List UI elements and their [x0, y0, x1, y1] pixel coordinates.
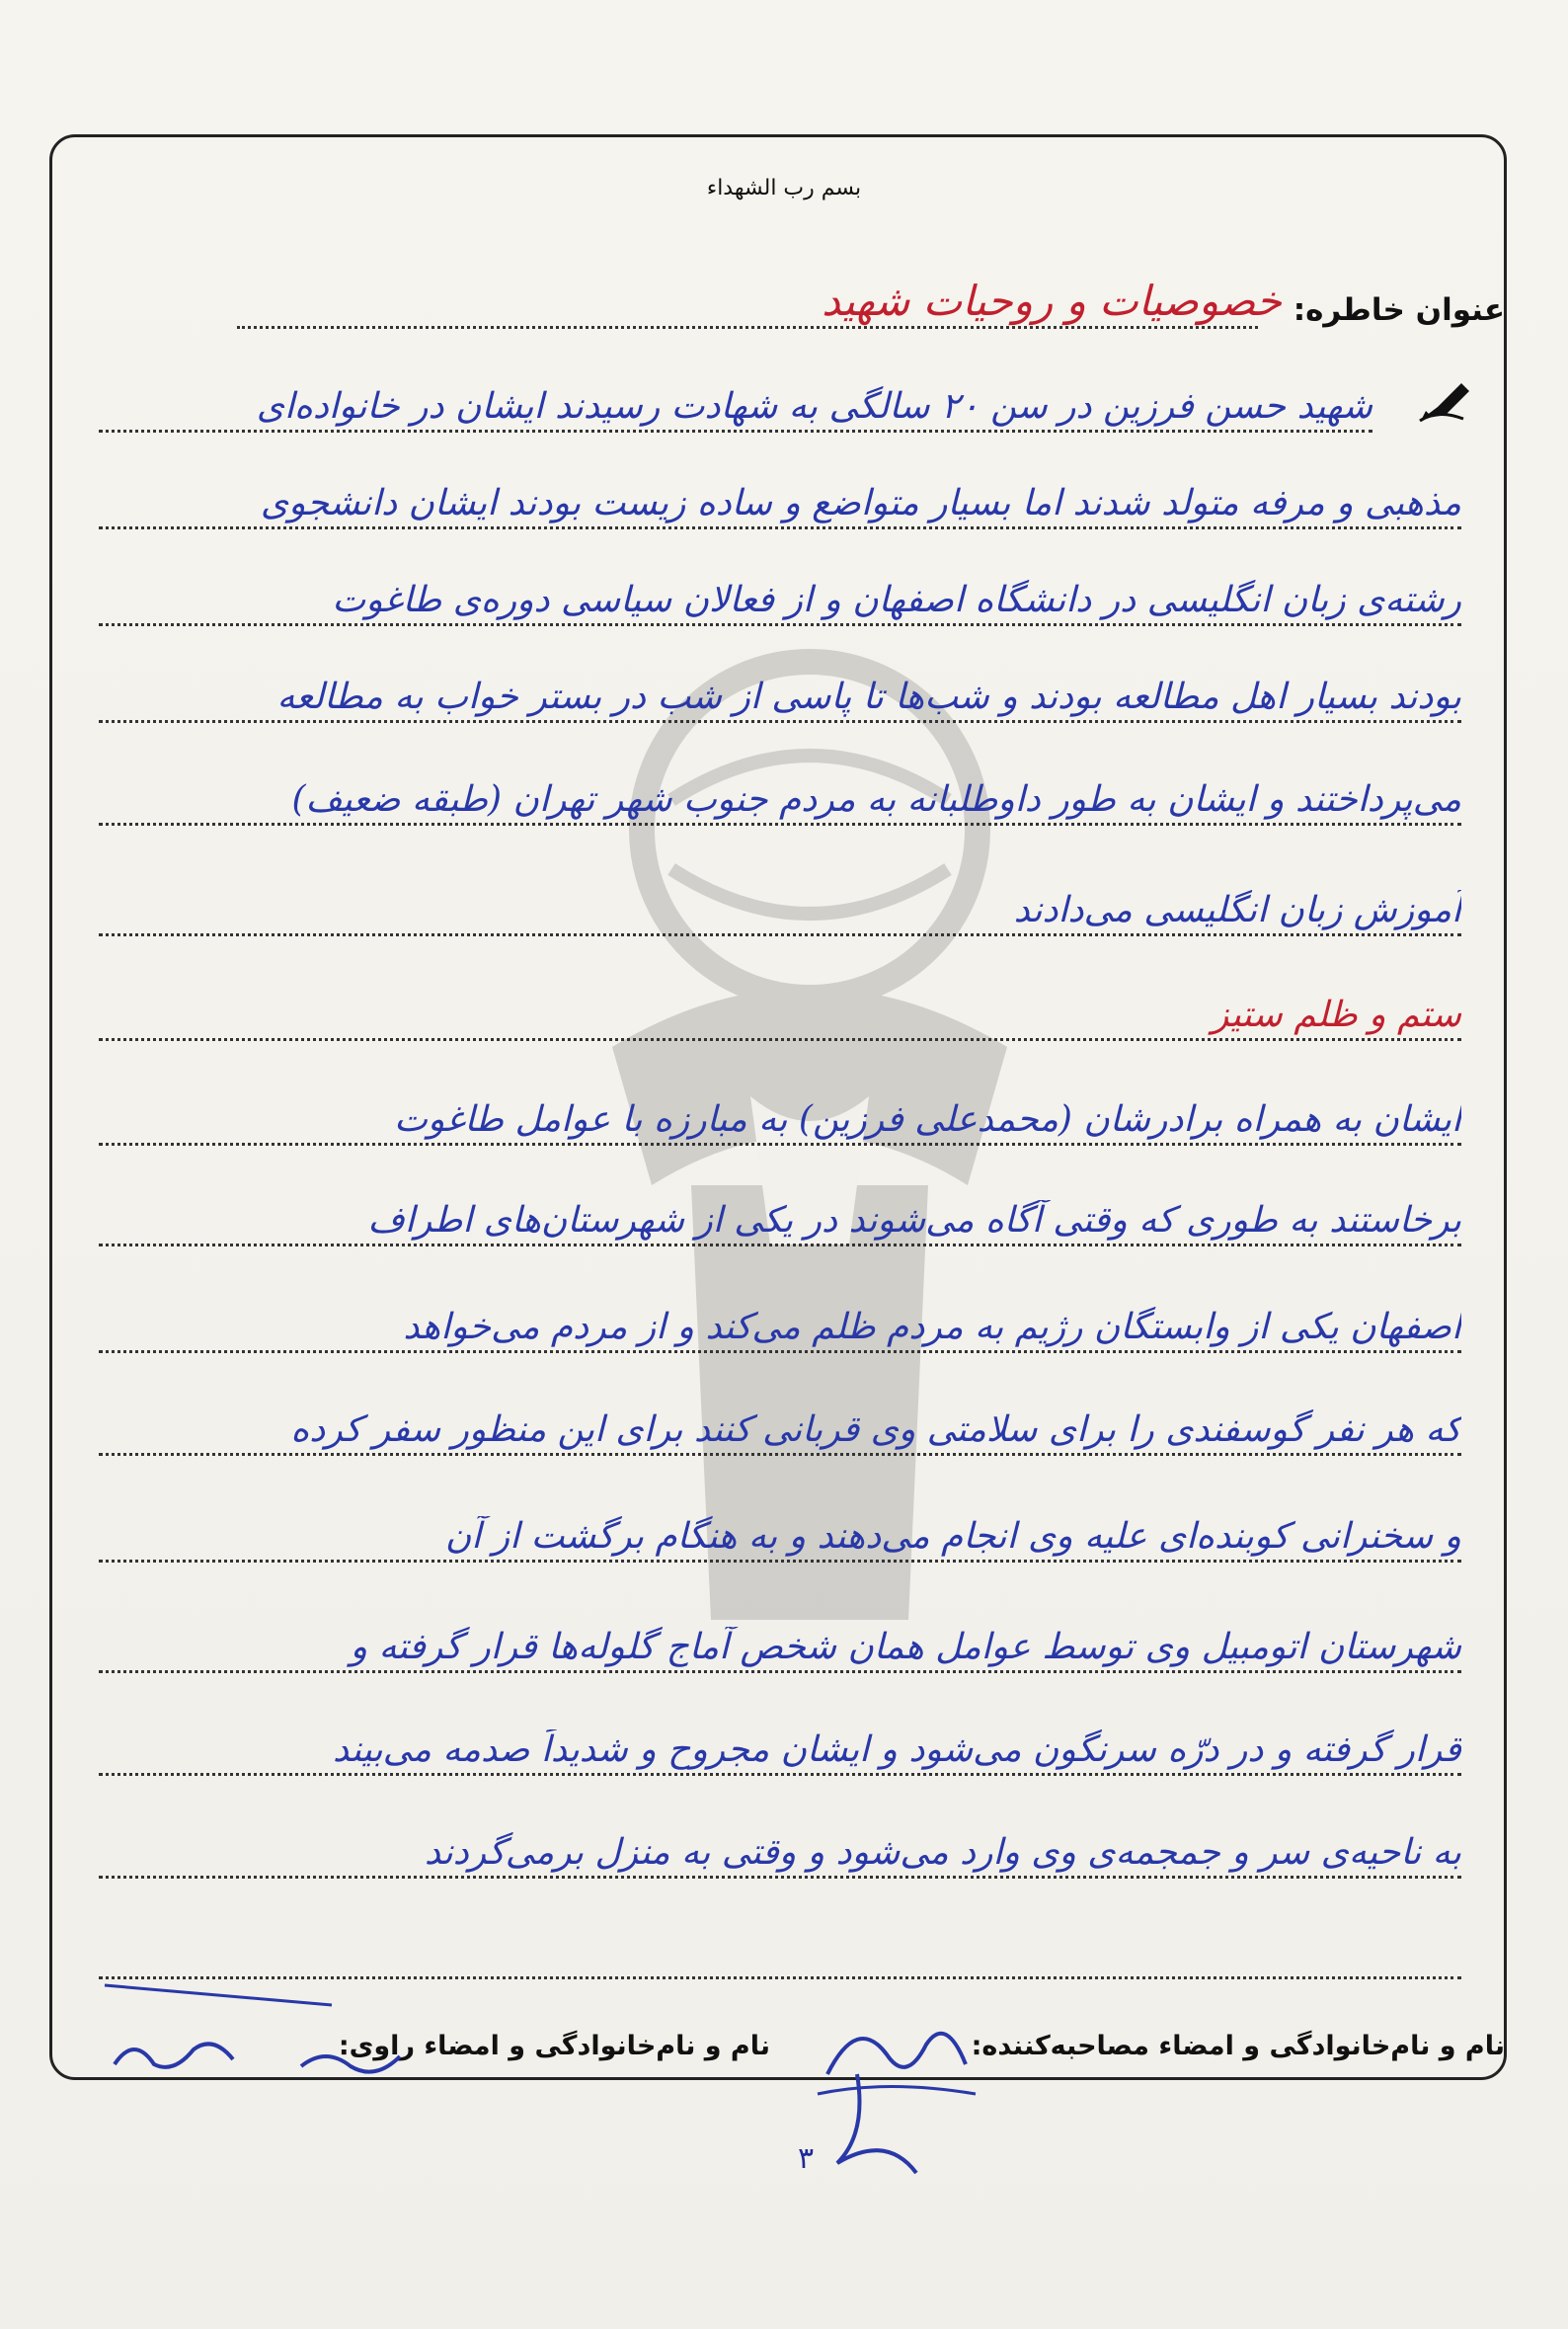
dotted-rule — [99, 1876, 1461, 1879]
memoir-line — [99, 877, 1461, 936]
dotted-rule — [99, 526, 1461, 529]
memoir-line — [99, 1920, 1461, 1979]
interviewer-label: نام و نام‌خانوادگی و امضاء مصاحبه‌کننده: — [971, 2031, 1505, 2061]
memoir-line-text: شهید حسن فرزین در سن ۲۰ سالگی به شهادت رسیدند ایشان در خانواده‌ای — [256, 386, 1372, 427]
memoir-line-text: به ناحیه‌ی سر و جمجمه‌ی وی وارد می‌شود و وقتی به منزل برمی‌گردند — [424, 1832, 1461, 1873]
page-number: ۳ — [798, 2141, 815, 2176]
memoir-line-text: رشته‌ی زبان انگلیسی در دانشگاه اصفهان و از فعالان سیاسی دوره‌ی طاغوت — [332, 580, 1461, 620]
memoir-line — [99, 1819, 1461, 1879]
memoir-line-text: مذهبی و مرفه متولد شدند اما بسیار متواضع و ساده زیست بودند ایشان دانشجوی — [260, 483, 1461, 523]
memoir-line-text: شهرستان اتومبیل وی توسط عوامل همان شخص آماج گلوله‌ها قرار گرفته و — [350, 1627, 1461, 1667]
dotted-rule — [99, 430, 1372, 433]
narrator-signature-mark — [296, 2037, 405, 2086]
memoir-line-text: می‌پرداختند و ایشان به طور داوطلبانه به مردم جنوب شهر تهران (طبقه ضعیف) — [291, 779, 1461, 820]
dotted-rule — [99, 1350, 1461, 1353]
dotted-rule — [99, 623, 1461, 626]
memoir-line — [99, 567, 1461, 626]
interviewer-signature — [798, 1985, 985, 2183]
dotted-rule — [99, 1038, 1461, 1041]
memoir-line-text: قرار گرفته و در درّه سرنگون می‌شود و ایشان مجروح و شدیداً صدمه می‌بیند — [333, 1729, 1461, 1770]
dotted-rule — [99, 1244, 1461, 1246]
dotted-rule — [99, 1670, 1461, 1673]
memoir-line — [99, 1294, 1461, 1353]
memoir-line-text: که هر نفر گوسفندی را برای سلامتی وی قربانی کنند برای این منظور سفر کرده — [290, 1409, 1461, 1450]
dotted-rule — [99, 1773, 1461, 1776]
memoir-line — [99, 1614, 1461, 1673]
memoir-line — [99, 1187, 1461, 1246]
dotted-rule — [99, 1143, 1461, 1146]
memoir-title-value: خصوصیات و روحیات شهید — [822, 277, 1282, 325]
memoir-line — [99, 982, 1461, 1041]
dotted-rule — [99, 823, 1461, 826]
memoir-line — [99, 664, 1461, 723]
memoir-line-text: برخاستند به طوری که وقتی آگاه می‌شوند در یکی از شهرستان‌های اطراف — [367, 1200, 1461, 1241]
memoir-line — [99, 470, 1461, 529]
memoir-line — [99, 1086, 1461, 1146]
memoir-line-text: آموزش زبان انگلیسی می‌دادند — [1013, 890, 1461, 930]
memoir-line — [99, 1397, 1461, 1456]
memoir-line-text: و سخنرانی کوبنده‌ای علیه وی انجام می‌دهند و به هنگام برگشت از آن — [444, 1516, 1461, 1557]
memoir-title-label: عنوان خاطره: — [1293, 292, 1505, 328]
page-header: بسم رب الشهداء — [706, 176, 862, 201]
memoir-line-text: بودند بسیار اهل مطالعه بودند و شب‌ها تا پاسی از شب در بستر خواب به مطالعه — [276, 677, 1461, 717]
memoir-line-text: اصفهان یکی از وابستگان رژیم به مردم ظلم می‌کند و از مردم می‌خواهد — [403, 1307, 1461, 1347]
dotted-rule — [99, 1560, 1461, 1563]
dotted-rule — [99, 1453, 1461, 1456]
memoir-line-text: ایشان به همراه برادرشان (محمدعلی فرزین) به مبارزه با عوامل طاغوت — [394, 1099, 1461, 1140]
memoir-line — [99, 1717, 1461, 1776]
memoir-subheading: ستم و ظلم ستیز — [1212, 995, 1461, 1035]
dotted-rule — [99, 933, 1461, 936]
memoir-line — [99, 766, 1461, 826]
memoir-line — [99, 373, 1461, 433]
dotted-rule — [99, 720, 1461, 723]
narrator-label: نام و نام‌خانوادگی و امضاء راوی: — [338, 2031, 770, 2061]
memoir-line — [99, 1503, 1461, 1563]
